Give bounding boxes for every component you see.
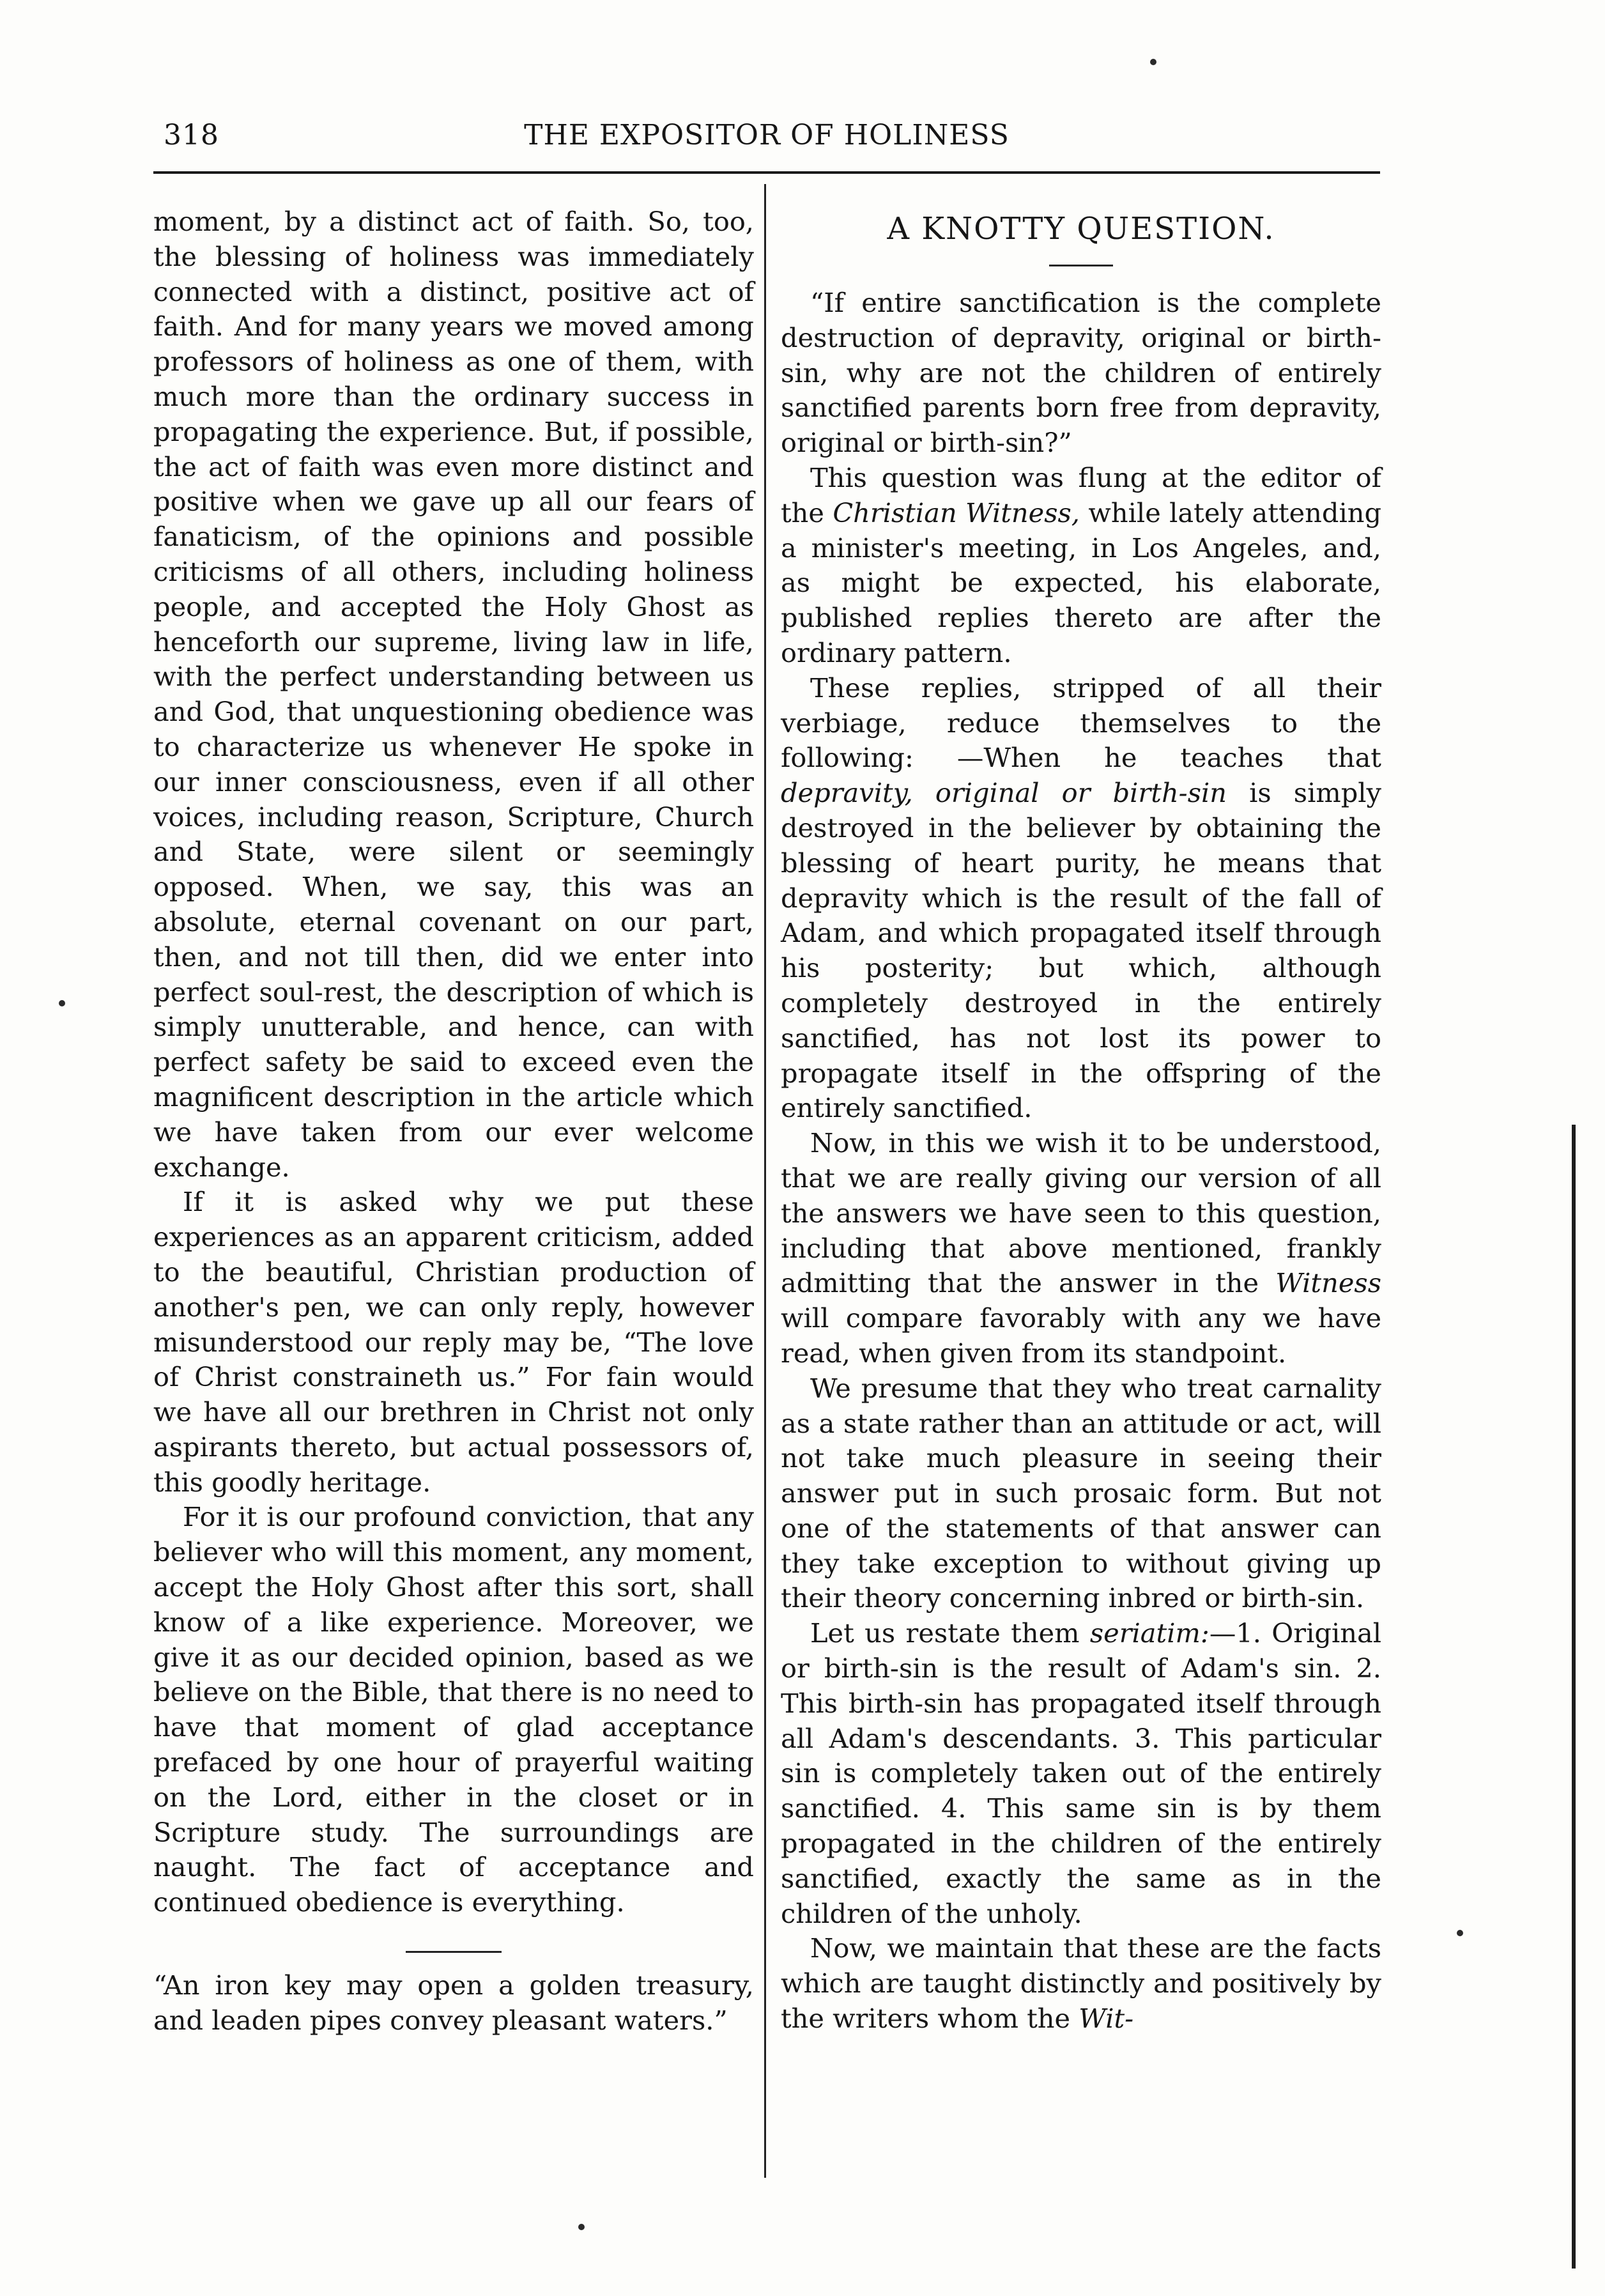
page-header bbox=[153, 107, 1380, 165]
running-title: THE EXPOSITOR OF HOLINESS bbox=[524, 119, 1010, 151]
text-run: is simply destroyed in the believer by obtaining the blessing of heart purity, he means that depravity which is the result of the fall of Adam, and which propagated itself through his posterity; but which, although completely destroyed in the entirely sanctified, has not lost its power to propagate itself in the offspring of the entirely sanctified. bbox=[781, 777, 1381, 1124]
paragraph bbox=[781, 1616, 1381, 1931]
text-run: These replies, stripped of all their verbiage, reduce themselves to the following: —When he teaches that bbox=[781, 672, 1381, 774]
question-quote: “If entire sanctification is the complete destruction of depravity, original or birth-sin, why are not the children of entirely sanctified parents born free from depravity, original or birth-sin?” bbox=[781, 287, 1381, 459]
text-run: —1. Original or birth-sin is the result of Adam's sin. 2. This birth-sin has propagated itself through all Adam's descendants. 3. This particular sin is completely taken out of the entirely sanctified. 4. This same sin is by them propagated in the children of the entirely sanctified, exactly the same as in the children of the unholy. bbox=[781, 1617, 1381, 1929]
paragraph bbox=[781, 1931, 1381, 2036]
text-run: while lately attending a minister's meeting, in Los Angeles, and, as might be expected, his elaborate, published replies thereto are after the ordinary pattern. bbox=[781, 497, 1382, 668]
column-divider bbox=[764, 184, 766, 2178]
scan-speck bbox=[578, 2224, 585, 2230]
pull-quote: “An iron key may open a golden treasury, and leaden pipes convey pleasant waters.” bbox=[153, 1969, 754, 2036]
text-run: This question was flung at the editor of the bbox=[781, 461, 1381, 528]
article-title: A KNOTTY QUESTION. bbox=[887, 211, 1275, 247]
emphasis: seriatim: bbox=[1089, 1617, 1210, 1649]
scan-speck bbox=[1457, 1930, 1463, 1936]
paragraph: If it is asked why we put these experiences as an apparent criticism, added to the beautiful, Christian production of another's pen, we can only reply, however misunderstood our reply may be, “The love of Christ constraineth us.” For fain would we have all our brethren in Christ not only aspirants thereto, but actual possessors of, this goodly heritage. bbox=[153, 1186, 754, 1498]
text-run: Let us restate them bbox=[810, 1617, 1090, 1649]
text-run: will compare favorably with any we have read, when given from its standpoint. bbox=[781, 1302, 1381, 1369]
scan-edge-bar bbox=[1572, 1125, 1576, 2269]
publication-name: Christian Witness, bbox=[833, 497, 1080, 528]
paragraph: moment, by a distinct act of faith. So, too, the blessing of holiness was immediately connected with a distinct, positive act of faith. And for many years we moved among professors of holiness as one of them, with much more than the ordinary success in propagating the experience. But, if possible, the act of faith was even more distinct and positive when we gave up all our fears of fanaticism, of the opinions and possible criticisms of all others, including holiness people, and accepted the Holy Ghost as henceforth our supreme, living law in life, with the perfect understanding between us and God, that unquestioning obedience was to characterize us whenever He spoke in our inner consciousness, even if all other voices, including reason, Scripture, Church and State, were silent or seemingly opposed. When, we say, this was an absolute, eternal covenant on our part, then, and not till then, did we enter into perfect soul-rest, the description of which is simply unutterable, and hence, can with perfect safety be said to exceed even the magnificent description in the article which we have taken from our ever welcome exchange. bbox=[153, 206, 754, 1183]
header-rule bbox=[153, 171, 1380, 174]
paragraph: For it is our profound conviction, that any believer who will this moment, any moment, accept the Holy Ghost after this sort, shall know of a like experience. Moreover, we give it as our decided opinion, based as we believe on the Bible, that there is no need to have that moment of glad acceptance prefaced by one hour of prayerful waiting on the Lord, either in the closet or in Scripture study. The surroundings are naught. The fact of acceptance and continued obedience is everything. bbox=[153, 1501, 754, 1918]
text-run: Now, in this we wish it to be understood, that we are really giving our version of all the answers we have seen to this question, including that above mentioned, frankly admitting that the answer in the bbox=[781, 1127, 1381, 1299]
scan-speck bbox=[1150, 59, 1156, 65]
right-column bbox=[781, 204, 1381, 2037]
paragraph bbox=[781, 1126, 1381, 1371]
page-number: 318 bbox=[164, 119, 219, 151]
title-rule bbox=[1049, 265, 1113, 266]
publication-name: Wit- bbox=[1079, 2003, 1134, 2035]
left-column bbox=[153, 204, 754, 2038]
emphasis: depravity, original or birth-sin bbox=[781, 777, 1227, 809]
publication-name: Witness bbox=[1275, 1267, 1381, 1299]
scan-speck bbox=[59, 1000, 65, 1006]
section-divider bbox=[406, 1951, 502, 1953]
text-run: Now, we maintain that these are the facts which are taught distinctly and positively by the writers whom the bbox=[781, 1932, 1381, 2035]
paragraph: We presume that they who treat carnality as a state rather than an attitude or act, will not take much pleasure in seeing their answer put in such prosaic form. But not one of the statements of that answer can they take exception to without giving up their theory concerning inbred or birth-sin. bbox=[781, 1372, 1381, 1614]
paragraph bbox=[781, 461, 1381, 671]
paragraph bbox=[781, 671, 1381, 1126]
